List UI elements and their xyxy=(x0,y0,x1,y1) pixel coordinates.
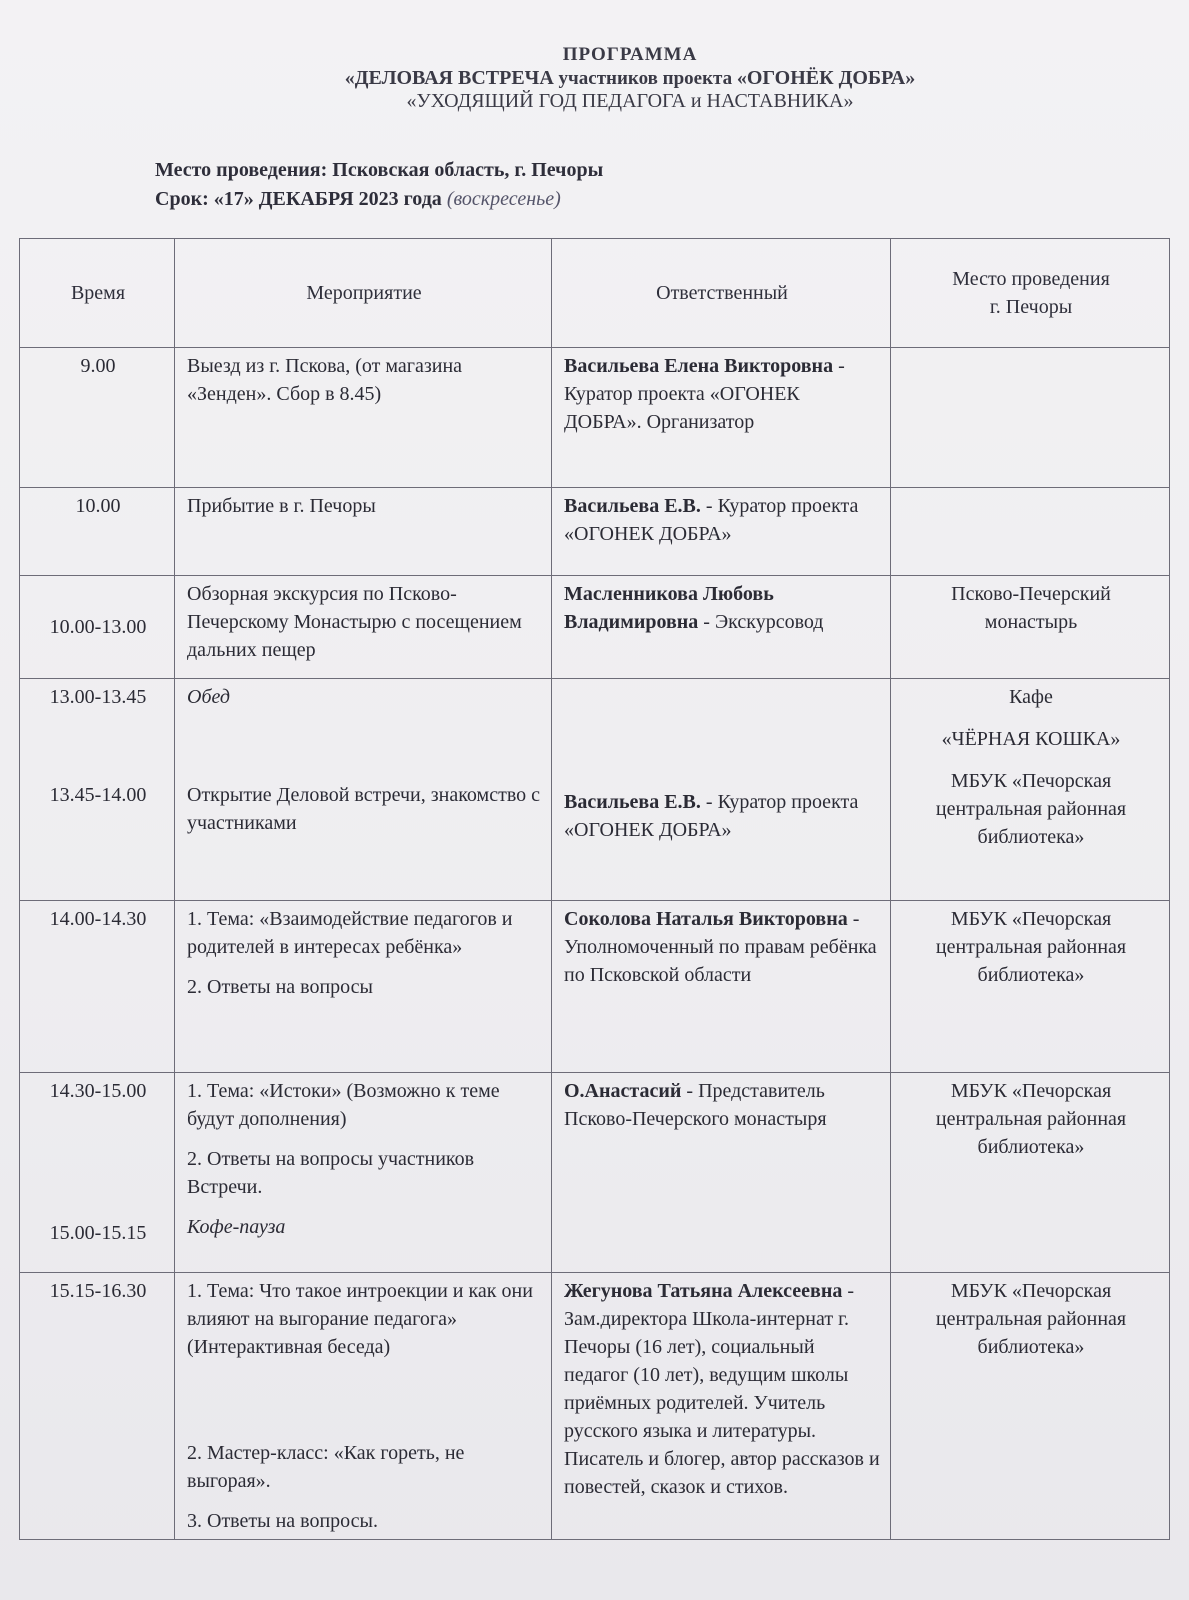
event-qa: 3. Ответы на вопросы. xyxy=(187,1510,378,1532)
program-title: ПРОГРАММА xyxy=(562,44,698,65)
place-cafe-name: «ЧЁРНАЯ КОШКА» xyxy=(941,728,1121,750)
place-cell: МБУК «Печорская центральная районная библиотека» xyxy=(891,1273,1170,1540)
column-header-responsible: Ответственный xyxy=(552,239,891,348)
event-lunch: Обед xyxy=(187,686,230,708)
subtitle-part-b: участников проекта xyxy=(553,68,737,89)
event-topic: 1. Тема: «Взаимодействие педагогов и родителей в интересах ребёнка» xyxy=(187,908,513,958)
event-topic: 1. Тема: Что такое интроекции и как они влияют на выгорание педагога» (Интерактивная беседа) xyxy=(187,1280,533,1358)
program-subtitle xyxy=(0,67,1189,90)
responsible-name: Жегунова Татьяна Алексеевна xyxy=(564,1280,843,1302)
table-row xyxy=(20,1073,1170,1273)
table-row xyxy=(20,488,1170,576)
event-opening: Открытие Деловой встречи, знакомство с участниками xyxy=(187,784,540,834)
place-cell xyxy=(891,679,1170,901)
event-cell xyxy=(175,1073,552,1273)
responsible-cell xyxy=(552,1273,891,1540)
time-cell: 9.00 xyxy=(20,348,175,488)
event-weekday: (воскресенье) xyxy=(446,188,561,210)
responsible-cell xyxy=(552,348,891,488)
responsible-name: Васильева Елена Викторовна xyxy=(564,355,834,377)
event-qa: 2. Ответы на вопросы участников Встречи. xyxy=(187,1148,475,1198)
table-row xyxy=(20,1273,1170,1540)
time-opening: 13.45-14.00 xyxy=(49,784,147,806)
event-cell: Прибытие в г. Печоры xyxy=(175,488,552,576)
event-cell xyxy=(175,901,552,1073)
responsible-cell xyxy=(552,679,891,901)
responsible-name: Васильева Е.В. xyxy=(564,495,701,517)
time-cell xyxy=(20,1073,175,1273)
column-header-event: Мероприятие xyxy=(175,239,552,348)
responsible-role: - Экскурсовод xyxy=(698,611,824,633)
responsible-role: - Куратор проекта «ОГОНЕК ДОБРА» xyxy=(564,791,859,841)
table-row xyxy=(20,901,1170,1073)
event-topic: 1. Тема: «Истоки» (Возможно к теме будут дополнения) xyxy=(187,1080,500,1130)
place-header-line1: Место проведения xyxy=(952,268,1110,290)
time-session: 14.30-15.00 xyxy=(49,1080,147,1102)
responsible-role: - Зам.директора Школа-интернат г. Печоры (16 лет), социальный педагог (10 лет), ведущим школы приёмных родителей. Учитель русского языка и литературы. Писатель и блогер, автор рассказов и повестей, сказок и стихов. xyxy=(564,1280,880,1498)
program-theme: «УХОДЯЩИЙ ГОД ПЕДАГОГА и НАСТАВНИКА» xyxy=(406,90,854,112)
table-row xyxy=(20,348,1170,488)
responsible-name: О.Анастасий xyxy=(564,1080,682,1102)
place-library: МБУК «Печорская центральная районная библиотека» xyxy=(935,770,1127,848)
event-cell xyxy=(175,679,552,901)
table-header-row xyxy=(20,239,1170,348)
time-cell: 10.00 xyxy=(20,488,175,576)
event-meta xyxy=(155,156,603,214)
responsible-cell xyxy=(552,576,891,679)
time-cell: 14.00-14.30 xyxy=(20,901,175,1073)
responsible-cell xyxy=(552,488,891,576)
event-cell: Обзорная экскурсия по Псково-Печерскому Монастырю с посещением дальних пещер xyxy=(175,576,552,679)
time-cell: 15.15-16.30 xyxy=(20,1273,175,1540)
column-header-time: Время xyxy=(20,239,175,348)
responsible-name: Васильева Е.В. xyxy=(564,791,701,813)
event-place: Место проведения: Псковская область, г. Печоры xyxy=(155,159,604,181)
time-coffee: 15.00-15.15 xyxy=(49,1222,147,1244)
subtitle-part-c: «ОГОНЁК ДОБРА» xyxy=(736,67,916,89)
place-cell: Псково-Печерский монастырь xyxy=(891,576,1170,679)
place-cafe: Кафе xyxy=(1009,686,1053,708)
responsible-cell xyxy=(552,1073,891,1273)
program-table xyxy=(19,238,1170,1540)
responsible-role: - Представитель Псково-Печерского монастыря xyxy=(564,1080,827,1130)
responsible-name: Соколова Наталья Викторовна xyxy=(564,908,848,930)
place-header-line2: г. Печоры xyxy=(989,296,1073,318)
event-coffee-break: Кофе-пауза xyxy=(187,1216,286,1238)
table-row xyxy=(20,576,1170,679)
time-lunch: 13.00-13.45 xyxy=(49,686,147,708)
event-cell xyxy=(175,1273,552,1540)
responsible-name: Масленникова Любовь Владимировна xyxy=(564,583,774,633)
event-date-line xyxy=(155,185,603,214)
place-cell xyxy=(891,488,1170,576)
event-qa: 2. Ответы на вопросы xyxy=(187,976,373,998)
subtitle-part-a: «ДЕЛОВАЯ ВСТРЕЧА xyxy=(344,67,554,89)
responsible-role: - Куратор проекта «ОГОНЕК ДОБРА». Организатор xyxy=(564,355,845,433)
responsible-role: - Уполномоченный по правам ребёнка по Псковской области xyxy=(564,908,877,986)
event-cell: Выезд из г. Пскова, (от магазина «Зенден». Сбор в 8.45) xyxy=(175,348,552,488)
document-header xyxy=(0,44,1189,113)
place-cell: МБУК «Печорская центральная районная библиотека» xyxy=(891,901,1170,1073)
place-cell xyxy=(891,348,1170,488)
time-cell: 10.00-13.00 xyxy=(20,576,175,679)
responsible-cell xyxy=(552,901,891,1073)
responsible-role: - Куратор проекта «ОГОНЕК ДОБРА» xyxy=(564,495,859,545)
place-cell: МБУК «Печорская центральная районная библиотека» xyxy=(891,1073,1170,1273)
column-header-place xyxy=(891,239,1170,348)
event-date: Срок: «17» ДЕКАБРЯ 2023 года xyxy=(155,188,442,210)
time-cell xyxy=(20,679,175,901)
event-master-class: 2. Мастер-класс: «Как гореть, не выгорая». xyxy=(187,1442,465,1492)
table-row xyxy=(20,679,1170,901)
